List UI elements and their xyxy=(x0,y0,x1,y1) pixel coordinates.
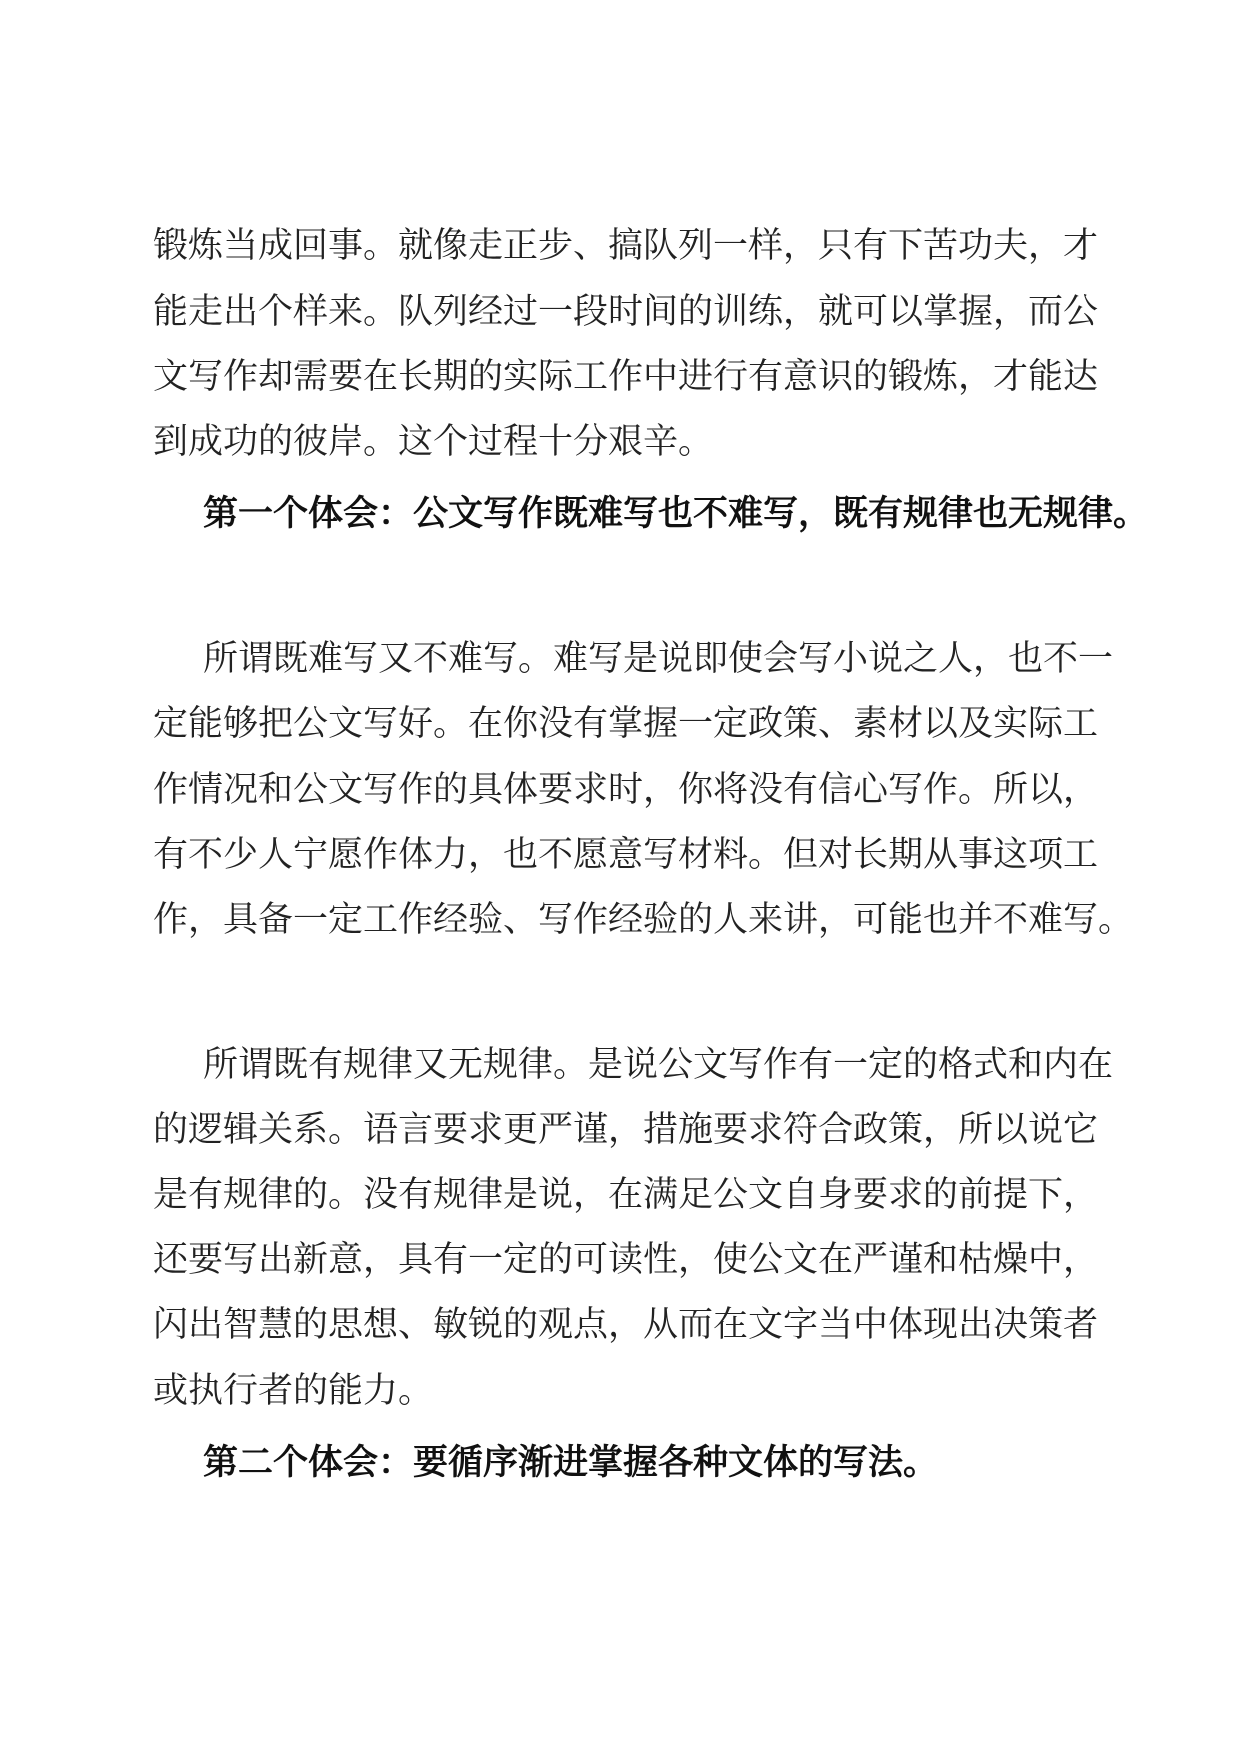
paragraph-line: 作情况和公文写作的具体要求时，你将没有信心写作。所以， xyxy=(153,770,1099,810)
section-heading-second: 第二个体会：要循序渐进掌握各种文体的写法。 xyxy=(203,1443,939,1483)
paragraph-line: 文写作却需要在长期的实际工作中进行有意识的锻炼，才能达 xyxy=(153,357,1099,397)
paragraph-line: 的逻辑关系。语言要求更严谨，措施要求符合政策，所以说它 xyxy=(153,1110,1099,1150)
paragraph-line: 所谓既有规律又无规律。是说公文写作有一定的格式和内在 xyxy=(203,1045,1114,1085)
section-heading-first: 第一个体会：公文写作既难写也不难写，既有规律也无规律。 xyxy=(203,494,1149,534)
document-page xyxy=(153,0,1149,1754)
paragraph-line: 有不少人宁愿作体力，也不愿意写材料。但对长期从事这项工 xyxy=(153,835,1099,875)
paragraph-line: 能走出个样来。队列经过一段时间的训练，就可以掌握，而公 xyxy=(153,292,1099,332)
paragraph-line: 或执行者的能力。 xyxy=(153,1371,434,1411)
paragraph-line: 是有规律的。没有规律是说，在满足公文自身要求的前提下， xyxy=(153,1175,1099,1215)
paragraph-line: 锻炼当成回事。就像走正步、搞队列一样，只有下苦功夫，才 xyxy=(153,226,1099,266)
paragraph-line: 到成功的彼岸。这个过程十分艰辛。 xyxy=(153,422,714,462)
paragraph-line: 作，具备一定工作经验、写作经验的人来讲，可能也并不难写。 xyxy=(153,900,1134,940)
paragraph-line: 所谓既难写又不难写。难写是说即使会写小说之人，也不一 xyxy=(203,639,1114,679)
paragraph-line: 还要写出新意，具有一定的可读性，使公文在严谨和枯燥中， xyxy=(153,1240,1099,1280)
paragraph-line: 闪出智慧的思想、敏锐的观点，从而在文字当中体现出决策者 xyxy=(153,1305,1099,1345)
paragraph-line: 定能够把公文写好。在你没有掌握一定政策、素材以及实际工 xyxy=(153,704,1099,744)
